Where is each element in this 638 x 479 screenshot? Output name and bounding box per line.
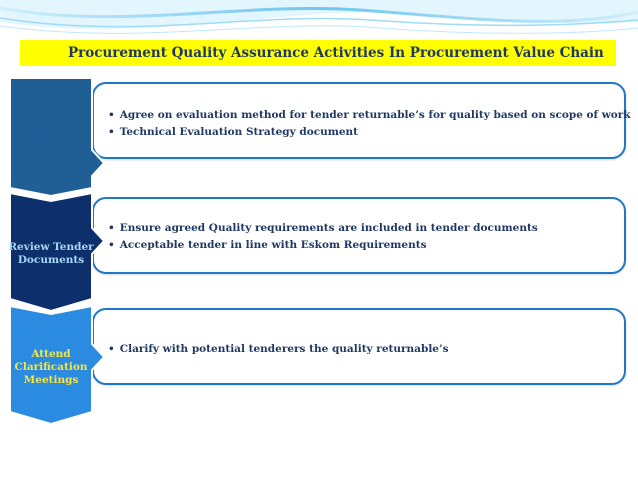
stage-3-bullets <box>108 341 449 358</box>
stage-2-bullets <box>108 220 538 254</box>
stage-1-bullets <box>108 107 631 141</box>
bullet-item: • Clarify with potential tenderers the quality returnable’s <box>108 341 449 358</box>
stage-1-box <box>92 82 631 159</box>
diagram-title: Procurement Quality Assurance Activities In Procurement Value Chain <box>68 45 604 61</box>
bullet-item: • Agree on evaluation method for tender returnable’s for quality based on scope of work <box>108 107 631 124</box>
stage-3-label: Attend Clarification Meetings <box>14 348 88 386</box>
stage-2-box <box>92 197 626 274</box>
stage-3-box <box>92 308 626 385</box>
title-bar <box>20 40 616 66</box>
bullet-item: • Acceptable tender in line with Eskom Requirements <box>108 237 538 254</box>
stage-2-label: Review Tender Documents <box>8 241 94 266</box>
bullet-item: • Technical Evaluation Strategy document <box>108 124 631 141</box>
bullet-item: • Ensure agreed Quality requirements are included in tender documents <box>108 220 538 237</box>
stage-1-label: Procurement Strategy Meetings <box>12 122 90 160</box>
